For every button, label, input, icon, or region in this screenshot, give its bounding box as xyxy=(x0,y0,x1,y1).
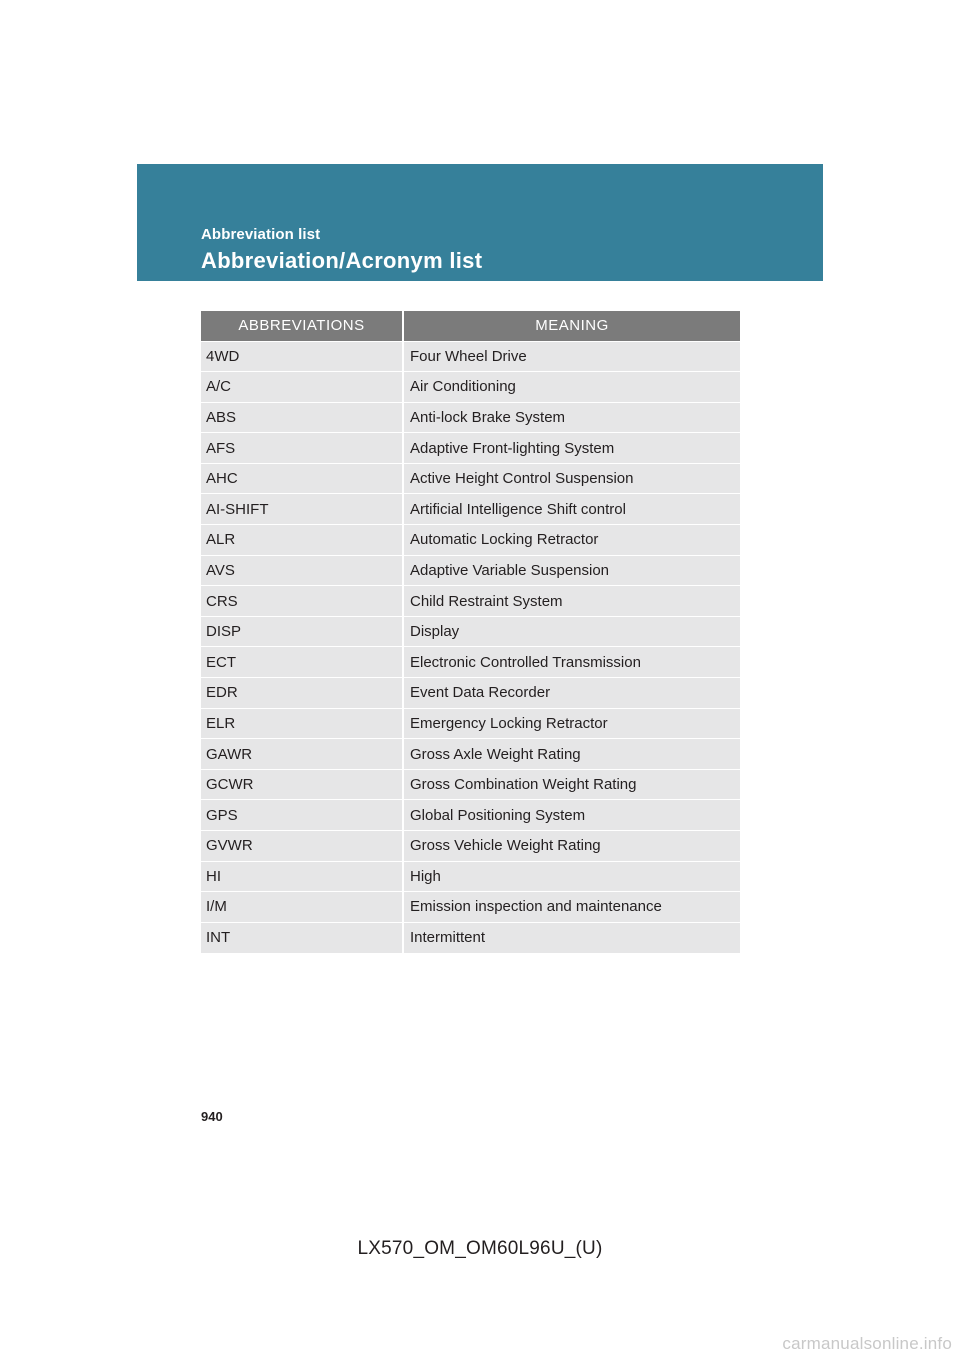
page-number: 940 xyxy=(201,1109,223,1124)
abbreviation-cell: CRS xyxy=(201,586,403,617)
table-row xyxy=(201,463,740,494)
abbreviation-cell: AVS xyxy=(201,555,403,586)
meaning-cell: Electronic Controlled Transmission xyxy=(403,647,740,678)
meaning-cell: Global Positioning System xyxy=(403,800,740,831)
table-row xyxy=(201,678,740,709)
table-row xyxy=(201,402,740,433)
table-row xyxy=(201,616,740,647)
abbreviation-cell: ALR xyxy=(201,525,403,556)
meaning-cell: Adaptive Variable Suspension xyxy=(403,555,740,586)
page-title: Abbreviation/Acronym list xyxy=(201,248,483,273)
table-row xyxy=(201,861,740,892)
meaning-cell: Gross Axle Weight Rating xyxy=(403,739,740,770)
meaning-cell: Child Restraint System xyxy=(403,586,740,617)
table-row xyxy=(201,708,740,739)
meaning-cell: Intermittent xyxy=(403,922,740,953)
abbreviation-cell: 4WD xyxy=(201,341,403,372)
table-row xyxy=(201,494,740,525)
table-row xyxy=(201,341,740,372)
table-row xyxy=(201,739,740,770)
abbreviation-cell: AHC xyxy=(201,463,403,494)
abbreviation-cell: DISP xyxy=(201,616,403,647)
meaning-cell: Gross Combination Weight Rating xyxy=(403,769,740,800)
meaning-cell: Emergency Locking Retractor xyxy=(403,708,740,739)
document-code: LX570_OM_OM60L96U_(U) xyxy=(357,1238,603,1259)
abbreviation-cell: GVWR xyxy=(201,831,403,862)
meaning-cell: Air Conditioning xyxy=(403,372,740,403)
meaning-cell: Display xyxy=(403,616,740,647)
table-row xyxy=(201,922,740,953)
abbreviation-table xyxy=(201,311,740,953)
table-row xyxy=(201,831,740,862)
watermark: carmanualsonline.info xyxy=(782,1334,952,1353)
table-row xyxy=(201,433,740,464)
header-band xyxy=(137,164,823,281)
meaning-cell: Event Data Recorder xyxy=(403,678,740,709)
abbreviation-cell: I/M xyxy=(201,892,403,923)
column-header-meaning: MEANING xyxy=(403,311,740,341)
abbreviation-cell: GAWR xyxy=(201,739,403,770)
meaning-cell: Automatic Locking Retractor xyxy=(403,525,740,556)
table-row xyxy=(201,647,740,678)
meaning-cell: Anti-lock Brake System xyxy=(403,402,740,433)
abbreviation-cell: ECT xyxy=(201,647,403,678)
table-row xyxy=(201,372,740,403)
meaning-cell: High xyxy=(403,861,740,892)
table-row xyxy=(201,555,740,586)
meaning-cell: Active Height Control Suspension xyxy=(403,463,740,494)
abbreviation-cell: GPS xyxy=(201,800,403,831)
abbreviation-cell: AFS xyxy=(201,433,403,464)
column-header-abbreviations: ABBREVIATIONS xyxy=(201,311,403,341)
table-row xyxy=(201,800,740,831)
table-row xyxy=(201,586,740,617)
abbreviation-cell: INT xyxy=(201,922,403,953)
abbreviation-cell: EDR xyxy=(201,678,403,709)
table-row xyxy=(201,525,740,556)
table-row xyxy=(201,892,740,923)
abbreviation-cell: AI-SHIFT xyxy=(201,494,403,525)
abbreviation-cell: A/C xyxy=(201,372,403,403)
meaning-cell: Gross Vehicle Weight Rating xyxy=(403,831,740,862)
abbreviation-cell: ABS xyxy=(201,402,403,433)
section-label: Abbreviation list xyxy=(201,226,321,243)
meaning-cell: Four Wheel Drive xyxy=(403,341,740,372)
table-header-row xyxy=(201,311,740,341)
meaning-cell: Emission inspection and maintenance xyxy=(403,892,740,923)
abbreviation-cell: HI xyxy=(201,861,403,892)
table-row xyxy=(201,769,740,800)
abbreviation-cell: ELR xyxy=(201,708,403,739)
abbreviation-cell: GCWR xyxy=(201,769,403,800)
meaning-cell: Artificial Intelligence Shift control xyxy=(403,494,740,525)
meaning-cell: Adaptive Front-lighting System xyxy=(403,433,740,464)
